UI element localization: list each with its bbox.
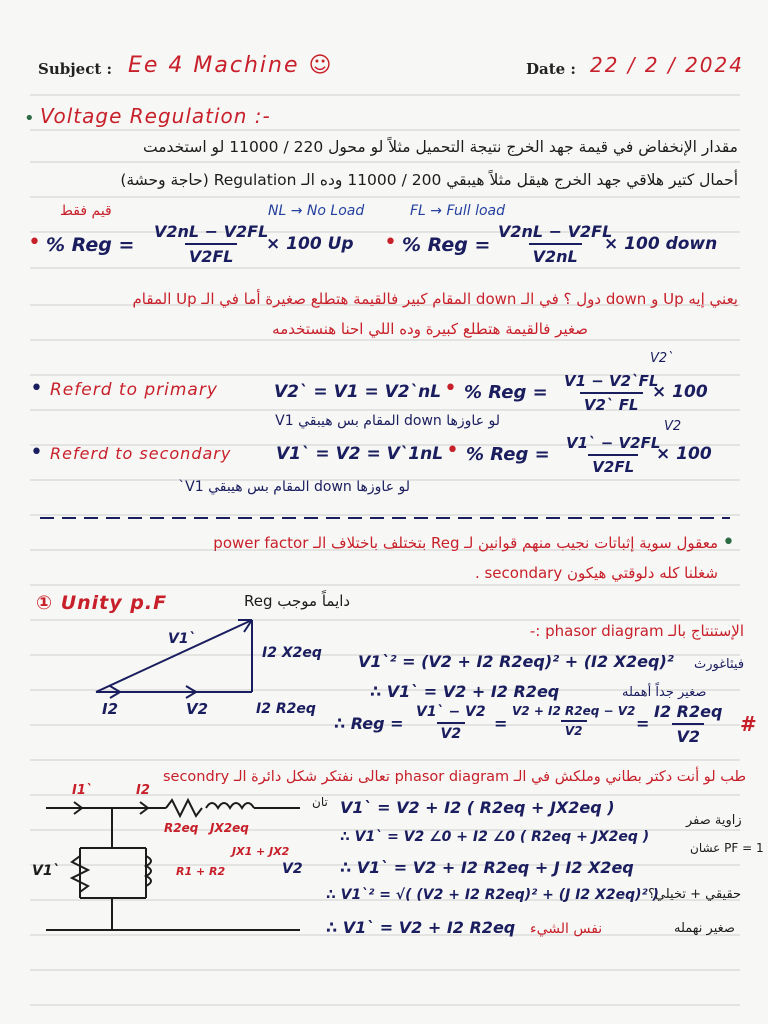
date-value: 22 / 2 / 2024 (590, 53, 744, 77)
circuit-label-jx2eq: JX2eq (210, 821, 249, 835)
referred-secondary-denominator: V2FL (588, 454, 638, 476)
circuit-intro: طب لو أنت دكتر بطاني وملكش في الـ phasor diagram تعالى نفتكر شكل دائرة الـ secondry (162, 769, 746, 785)
referred-secondary-eq: V1` = V2 = V`1nL (276, 444, 444, 464)
referred-secondary-note: لو عاوزها down المقام بس هيبقي V1` (178, 479, 410, 495)
circuit-eq-3: ∴ V1` = V2 + I2 R2eq + J I2 X2eq (340, 858, 634, 877)
referred-primary-denominator: V2` FL (580, 392, 643, 414)
side-small-ignore: صغير نهمله (674, 921, 735, 936)
reg-down-label: % Reg = (402, 234, 491, 256)
date-label: Date : (526, 60, 576, 78)
pythagoras-label: فيثاغورث (694, 657, 745, 672)
unity-eq-2: ∴ V1` = V2 + I2 R2eq (370, 682, 560, 701)
up-only-note: قيم فقط (60, 203, 112, 219)
referred-secondary-title: Referd to secondary (50, 444, 232, 463)
hash-mark: # (740, 712, 757, 736)
referred-primary-title: Referd to primary (50, 380, 218, 400)
side-because-pf: عشان PF = 1 (690, 841, 764, 855)
reg-down-denominator: V2nL (529, 243, 582, 266)
referred-primary-reg-label: % Reg = (464, 382, 548, 403)
circuit-eq-5: ∴ V1` = V2 + I2 R2eq (326, 918, 516, 937)
circuit-label-r-sum: R1 + R2 (176, 865, 226, 878)
question-line-2: صغير فالقيمة هتطلع كبيرة وده اللي احنا هنستخدمه (272, 320, 588, 338)
referred-primary-numerator: V1 − V2`FL (564, 372, 659, 390)
equals-sign: = (494, 714, 508, 733)
reg-always-positive: Reg دايماً موجب (244, 592, 351, 610)
circuit-label-jx-sum: JX1 + JX2 (232, 845, 290, 858)
referred-secondary-reg-label: % Reg = (466, 444, 550, 465)
question-line-1: يعني إيه Up و down دول ؟ في الـ down المقام كبير فالقيمة هتطلع صغيرة أما في الـ Up المقام (132, 290, 738, 308)
nl-abbrev: NL → No Load (268, 203, 365, 219)
reg-up-numerator: V2nL − V2FL (154, 222, 269, 241)
bullet-dot: • (28, 230, 41, 255)
phasor-label-v2: V2 (186, 700, 209, 718)
reg-unity-frac3-den: V2 (672, 723, 704, 746)
unity-eq-1: V1`² = (V2 + I2 R2eq)² + (I2 X2eq)² (358, 652, 674, 671)
circuit-eq-4: ∴ V1`² = √( (V2 + I2 R2eq)² + (J I2 X2eq)² ) (326, 887, 659, 903)
reg-unity-frac3-num: I2 R2eq (654, 702, 723, 721)
reg-unity-frac2-den: V2 (561, 720, 587, 738)
pf-note-line-1: معقول سوية إثباتات نجيب منهم قوانين لـ Reg بتختلف باختلاف الـ power factor (213, 534, 718, 552)
circuit-label-v2: V2 (282, 861, 303, 877)
bullet-dot: • (722, 530, 735, 555)
phasor-label-i2: I2 (102, 700, 119, 718)
referred-secondary-numerator: V1` − V2FL (566, 434, 661, 452)
reg-down-tail: × 100 down (604, 234, 718, 254)
pf-note-line-2: شغلنا كله دلوقتي هيكون secondary . (474, 564, 718, 582)
circuit-eq-1: V1` = V2 + I2 ( R2eq + JX2eq ) (340, 798, 615, 817)
subject-label: Subject : (38, 60, 113, 78)
side-zero-angle: زاوية صفر (686, 813, 742, 828)
equals-sign: = (636, 714, 650, 733)
definition-line-1: مقدار الإنخفاض في قيمة جهد الخرج نتيجة التحميل مثلاً لو محول 220 / 11000 لو استخدمت (143, 138, 738, 156)
reg-up-denominator: V2FL (185, 243, 238, 266)
subject-value: Ee 4 Machine ☺ (128, 53, 334, 78)
circuit-eq-2: ∴ V1` = V2 ∠0 + I2 ∠0 ( R2eq + JX2eq ) (340, 829, 650, 845)
circuit-label-v1: V1` (32, 863, 60, 879)
reg-down-numerator: V2nL − V2FL (498, 222, 613, 241)
unity-pf-title: ① Unity p.F (36, 592, 168, 614)
referred-primary-superscript: V2` (650, 351, 674, 366)
reg-unity-label: ∴ Reg = (334, 714, 404, 733)
phasor-label-v1: V1` (168, 631, 196, 647)
reg-unity-frac2-num: V2 + I2 R2eq − V2 (512, 704, 636, 718)
reg-unity-frac1-num: V1` − V2 (416, 704, 486, 720)
referred-primary-tail: × 100 (652, 382, 708, 402)
side-real-imag: حقيقي + تخيلي؟ (648, 887, 742, 902)
reg-unity-frac1-den: V2 (437, 722, 466, 742)
voltage-regulation-title: Voltage Regulation :- (40, 104, 271, 128)
bullet-dot: • (30, 376, 43, 401)
referred-secondary-superscript: V2 (664, 419, 682, 434)
phasor-deduction-label: الإستنتاج بالـ phasor diagram :- (529, 622, 744, 640)
definition-line-2: أحمال كتير هلاقي جهد الخرج هيقل مثلاً هيبقي 200 / 11000 وده الـ Regulation (حاجة وحشة) (120, 171, 738, 189)
reg-up-tail: × 100 Up (266, 234, 354, 254)
referred-secondary-tail: × 100 (656, 444, 712, 464)
circuit-label-i1: I1` (72, 783, 93, 798)
same-thing-label: نفس الشيء (530, 921, 603, 937)
bullet-dot: • (444, 376, 457, 401)
reg-up-label: % Reg = (46, 234, 135, 256)
small-ignore-note: صغير جداً أهمله (622, 685, 707, 700)
fl-abbrev: FL → Full load (410, 203, 505, 219)
bullet-dot: • (24, 108, 35, 129)
bullet-dot: • (384, 230, 397, 255)
referred-primary-note: لو عاوزها down المقام بس هيبقي V1 (275, 413, 500, 429)
circuit-label-i2: I2 (136, 783, 150, 798)
referred-primary-eq: V2` = V1 = V2`nL (274, 382, 442, 402)
phasor-label-i2x2eq: I2 X2eq (262, 645, 322, 661)
bullet-dot: • (446, 438, 459, 463)
then-label: تان (312, 795, 328, 809)
phasor-label-i2r2eq: I2 R2eq (256, 701, 316, 717)
circuit-label-r2eq: R2eq (164, 821, 199, 835)
bullet-dot: • (30, 440, 43, 465)
